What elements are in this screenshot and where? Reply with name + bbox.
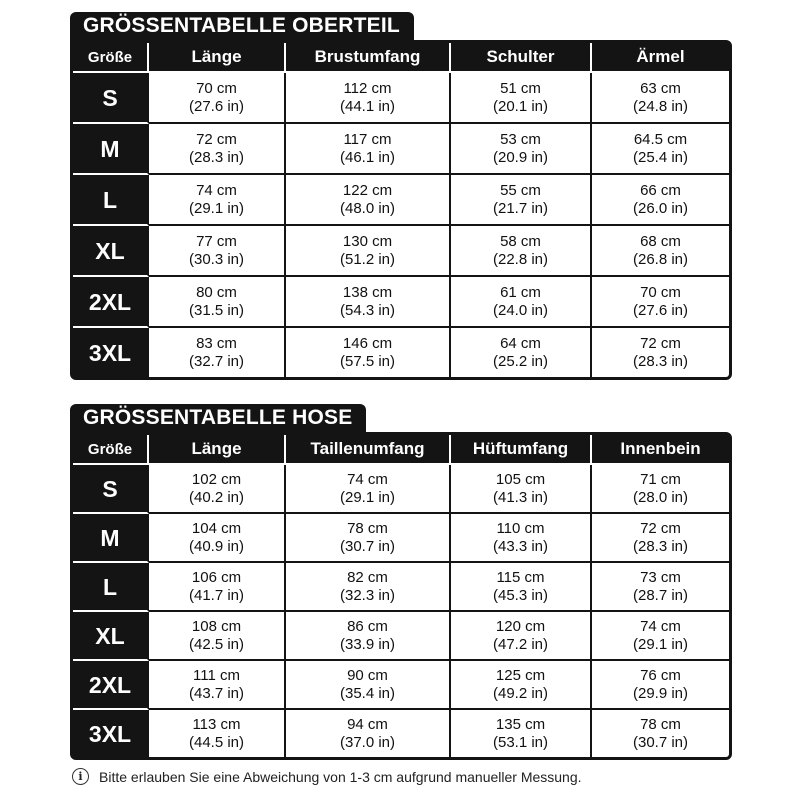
table-row bbox=[73, 73, 729, 124]
table-row bbox=[73, 710, 729, 757]
measurement-cell bbox=[149, 277, 286, 328]
cm-value: 72 cm bbox=[196, 130, 237, 148]
measurement-cell bbox=[286, 612, 451, 661]
cm-value: 64.5 cm bbox=[633, 130, 688, 148]
column-header: Größe bbox=[73, 435, 149, 465]
measurement-cell bbox=[592, 124, 729, 175]
size-label: XL bbox=[73, 612, 149, 661]
inch-value: (25.2 in) bbox=[492, 352, 549, 370]
cm-value: 73 cm bbox=[640, 568, 681, 586]
measurement-cell bbox=[149, 328, 286, 377]
top-chart-title: GRÖSSENTABELLE OBERTEIL bbox=[70, 12, 414, 40]
measurement-cell bbox=[592, 175, 729, 226]
measurement-cell bbox=[451, 328, 592, 377]
inch-value: (42.5 in) bbox=[188, 635, 245, 653]
inch-value: (44.5 in) bbox=[188, 733, 245, 751]
column-header: Länge bbox=[149, 435, 286, 465]
cm-value: 71 cm bbox=[640, 470, 681, 488]
measurement-cell bbox=[286, 328, 451, 377]
cm-value: 77 cm bbox=[196, 232, 237, 250]
cm-value: 78 cm bbox=[640, 715, 681, 733]
cm-value: 74 cm bbox=[196, 181, 237, 199]
measurement-cell bbox=[592, 465, 729, 514]
cm-value: 117 cm bbox=[343, 130, 392, 148]
inch-value: (30.7 in) bbox=[632, 733, 689, 751]
cm-value: 86 cm bbox=[347, 617, 388, 635]
inch-value: (49.2 in) bbox=[492, 684, 549, 702]
size-label: 2XL bbox=[73, 277, 149, 328]
cm-value: 55 cm bbox=[500, 181, 541, 199]
size-label: 2XL bbox=[73, 661, 149, 710]
cm-value: 80 cm bbox=[196, 283, 237, 301]
cm-value: 111 cm bbox=[193, 666, 240, 684]
measurement-cell bbox=[286, 710, 451, 757]
cm-value: 108 cm bbox=[191, 617, 242, 635]
measurement-cell bbox=[451, 226, 592, 277]
inch-value: (33.9 in) bbox=[339, 635, 396, 653]
inch-value: (26.8 in) bbox=[632, 250, 689, 268]
inch-value: (41.3 in) bbox=[492, 488, 549, 506]
size-label: M bbox=[73, 124, 149, 175]
measurement-cell bbox=[286, 277, 451, 328]
cm-value: 70 cm bbox=[640, 283, 681, 301]
cm-value: 102 cm bbox=[191, 470, 242, 488]
inch-value: (32.7 in) bbox=[188, 352, 245, 370]
inch-value: (28.3 in) bbox=[188, 148, 245, 166]
size-label: M bbox=[73, 514, 149, 563]
measurement-cell bbox=[149, 73, 286, 124]
table-row bbox=[73, 175, 729, 226]
column-header: Länge bbox=[149, 43, 286, 73]
column-header: Hüftumfang bbox=[451, 435, 592, 465]
measurement-cell bbox=[451, 563, 592, 612]
cm-value: 83 cm bbox=[196, 334, 237, 352]
measurement-cell bbox=[149, 124, 286, 175]
inch-value: (20.9 in) bbox=[492, 148, 549, 166]
measurement-cell bbox=[451, 612, 592, 661]
measurement-cell bbox=[592, 277, 729, 328]
pants-chart-title: GRÖSSENTABELLE HOSE bbox=[70, 404, 366, 432]
inch-value: (29.9 in) bbox=[632, 684, 689, 702]
size-label: 3XL bbox=[73, 328, 149, 377]
measurement-cell bbox=[149, 612, 286, 661]
measurement-cell bbox=[451, 710, 592, 757]
column-header: Ärmel bbox=[592, 43, 729, 73]
measurement-cell bbox=[286, 563, 451, 612]
cm-value: 115 cm bbox=[496, 568, 545, 586]
measurement-cell bbox=[451, 277, 592, 328]
inch-value: (25.4 in) bbox=[632, 148, 689, 166]
table-row bbox=[73, 277, 729, 328]
cm-value: 122 cm bbox=[342, 181, 393, 199]
measurement-cell bbox=[149, 226, 286, 277]
inch-value: (51.2 in) bbox=[339, 250, 396, 268]
cm-value: 63 cm bbox=[640, 79, 681, 97]
table-row bbox=[73, 124, 729, 175]
inch-value: (27.6 in) bbox=[188, 97, 245, 115]
inch-value: (28.0 in) bbox=[632, 488, 689, 506]
column-header: Taillenumfang bbox=[286, 435, 451, 465]
inch-value: (28.7 in) bbox=[632, 586, 689, 604]
measurement-cell bbox=[592, 73, 729, 124]
cm-value: 104 cm bbox=[191, 519, 242, 537]
measurement-cell bbox=[286, 73, 451, 124]
cm-value: 78 cm bbox=[347, 519, 388, 537]
measurement-cell bbox=[592, 563, 729, 612]
size-label: 3XL bbox=[73, 710, 149, 757]
inch-value: (24.0 in) bbox=[492, 301, 549, 319]
measurement-cell bbox=[451, 124, 592, 175]
cm-value: 125 cm bbox=[495, 666, 546, 684]
cm-value: 130 cm bbox=[342, 232, 393, 250]
measurement-cell bbox=[149, 661, 286, 710]
measurement-cell bbox=[286, 175, 451, 226]
table-row bbox=[73, 612, 729, 661]
inch-value: (29.1 in) bbox=[632, 635, 689, 653]
table-row bbox=[73, 514, 729, 563]
inch-value: (24.8 in) bbox=[632, 97, 689, 115]
cm-value: 138 cm bbox=[342, 283, 393, 301]
measurement-cell bbox=[149, 175, 286, 226]
inch-value: (48.0 in) bbox=[339, 199, 396, 217]
cm-value: 58 cm bbox=[500, 232, 541, 250]
cm-value: 105 cm bbox=[495, 470, 546, 488]
cm-value: 135 cm bbox=[495, 715, 546, 733]
inch-value: (41.7 in) bbox=[188, 586, 245, 604]
inch-value: (37.0 in) bbox=[339, 733, 396, 751]
inch-value: (20.1 in) bbox=[492, 97, 549, 115]
cm-value: 70 cm bbox=[196, 79, 237, 97]
inch-value: (35.4 in) bbox=[339, 684, 396, 702]
top-size-table bbox=[70, 40, 732, 380]
inch-value: (54.3 in) bbox=[339, 301, 396, 319]
cm-value: 61 cm bbox=[500, 283, 541, 301]
inch-value: (53.1 in) bbox=[492, 733, 549, 751]
cm-value: 120 cm bbox=[495, 617, 546, 635]
inch-value: (32.3 in) bbox=[339, 586, 396, 604]
inch-value: (31.5 in) bbox=[188, 301, 245, 319]
inch-value: (40.9 in) bbox=[188, 537, 245, 555]
inch-value: (28.3 in) bbox=[632, 352, 689, 370]
table-header-row bbox=[73, 43, 729, 73]
top-size-chart bbox=[70, 12, 732, 380]
measurement-cell bbox=[286, 661, 451, 710]
measurement-cell bbox=[286, 514, 451, 563]
measurement-cell bbox=[451, 661, 592, 710]
size-label: S bbox=[73, 73, 149, 124]
size-label: XL bbox=[73, 226, 149, 277]
cm-value: 90 cm bbox=[347, 666, 388, 684]
cm-value: 106 cm bbox=[191, 568, 242, 586]
measurement-cell bbox=[592, 710, 729, 757]
inch-value: (27.6 in) bbox=[632, 301, 689, 319]
table-header-row bbox=[73, 435, 729, 465]
info-icon: i bbox=[72, 768, 89, 785]
measurement-cell bbox=[149, 710, 286, 757]
measurement-note-text: Bitte erlauben Sie eine Abweichung von 1-3 cm aufgrund manueller Messung. bbox=[99, 768, 582, 785]
measurement-cell bbox=[451, 73, 592, 124]
measurement-cell bbox=[286, 124, 451, 175]
measurement-cell bbox=[451, 514, 592, 563]
measurement-note bbox=[72, 768, 582, 785]
measurement-cell bbox=[286, 465, 451, 514]
cm-value: 51 cm bbox=[500, 79, 541, 97]
size-label: S bbox=[73, 465, 149, 514]
size-label: L bbox=[73, 563, 149, 612]
inch-value: (44.1 in) bbox=[339, 97, 396, 115]
cm-value: 110 cm bbox=[496, 519, 545, 537]
measurement-cell bbox=[149, 465, 286, 514]
table-row bbox=[73, 563, 729, 612]
cm-value: 66 cm bbox=[640, 181, 681, 199]
cm-value: 68 cm bbox=[640, 232, 681, 250]
table-row bbox=[73, 661, 729, 710]
cm-value: 74 cm bbox=[347, 470, 388, 488]
measurement-cell bbox=[592, 661, 729, 710]
inch-value: (21.7 in) bbox=[492, 199, 549, 217]
inch-value: (29.1 in) bbox=[188, 199, 245, 217]
cm-value: 64 cm bbox=[500, 334, 541, 352]
measurement-cell bbox=[592, 226, 729, 277]
measurement-cell bbox=[286, 226, 451, 277]
cm-value: 74 cm bbox=[640, 617, 681, 635]
table-row bbox=[73, 465, 729, 514]
column-header: Größe bbox=[73, 43, 149, 73]
cm-value: 94 cm bbox=[347, 715, 388, 733]
table-row bbox=[73, 226, 729, 277]
measurement-cell bbox=[592, 514, 729, 563]
cm-value: 53 cm bbox=[500, 130, 541, 148]
column-header: Innenbein bbox=[592, 435, 729, 465]
column-header: Schulter bbox=[451, 43, 592, 73]
pants-size-table bbox=[70, 432, 732, 760]
pants-size-chart bbox=[70, 404, 732, 760]
inch-value: (45.3 in) bbox=[492, 586, 549, 604]
inch-value: (47.2 in) bbox=[492, 635, 549, 653]
measurement-cell bbox=[451, 465, 592, 514]
measurement-cell bbox=[451, 175, 592, 226]
cm-value: 72 cm bbox=[640, 519, 681, 537]
inch-value: (30.3 in) bbox=[188, 250, 245, 268]
inch-value: (57.5 in) bbox=[339, 352, 396, 370]
inch-value: (26.0 in) bbox=[632, 199, 689, 217]
cm-value: 146 cm bbox=[342, 334, 393, 352]
inch-value: (28.3 in) bbox=[632, 537, 689, 555]
cm-value: 82 cm bbox=[347, 568, 388, 586]
measurement-cell bbox=[149, 563, 286, 612]
inch-value: (29.1 in) bbox=[339, 488, 396, 506]
measurement-cell bbox=[592, 612, 729, 661]
cm-value: 72 cm bbox=[640, 334, 681, 352]
inch-value: (40.2 in) bbox=[188, 488, 245, 506]
inch-value: (46.1 in) bbox=[339, 148, 396, 166]
column-header: Brustumfang bbox=[286, 43, 451, 73]
table-row bbox=[73, 328, 729, 377]
measurement-cell bbox=[592, 328, 729, 377]
cm-value: 112 cm bbox=[343, 79, 392, 97]
measurement-cell bbox=[149, 514, 286, 563]
inch-value: (30.7 in) bbox=[339, 537, 396, 555]
inch-value: (22.8 in) bbox=[492, 250, 549, 268]
inch-value: (43.3 in) bbox=[492, 537, 549, 555]
inch-value: (43.7 in) bbox=[188, 684, 245, 702]
cm-value: 76 cm bbox=[640, 666, 681, 684]
size-label: L bbox=[73, 175, 149, 226]
cm-value: 113 cm bbox=[192, 715, 241, 733]
